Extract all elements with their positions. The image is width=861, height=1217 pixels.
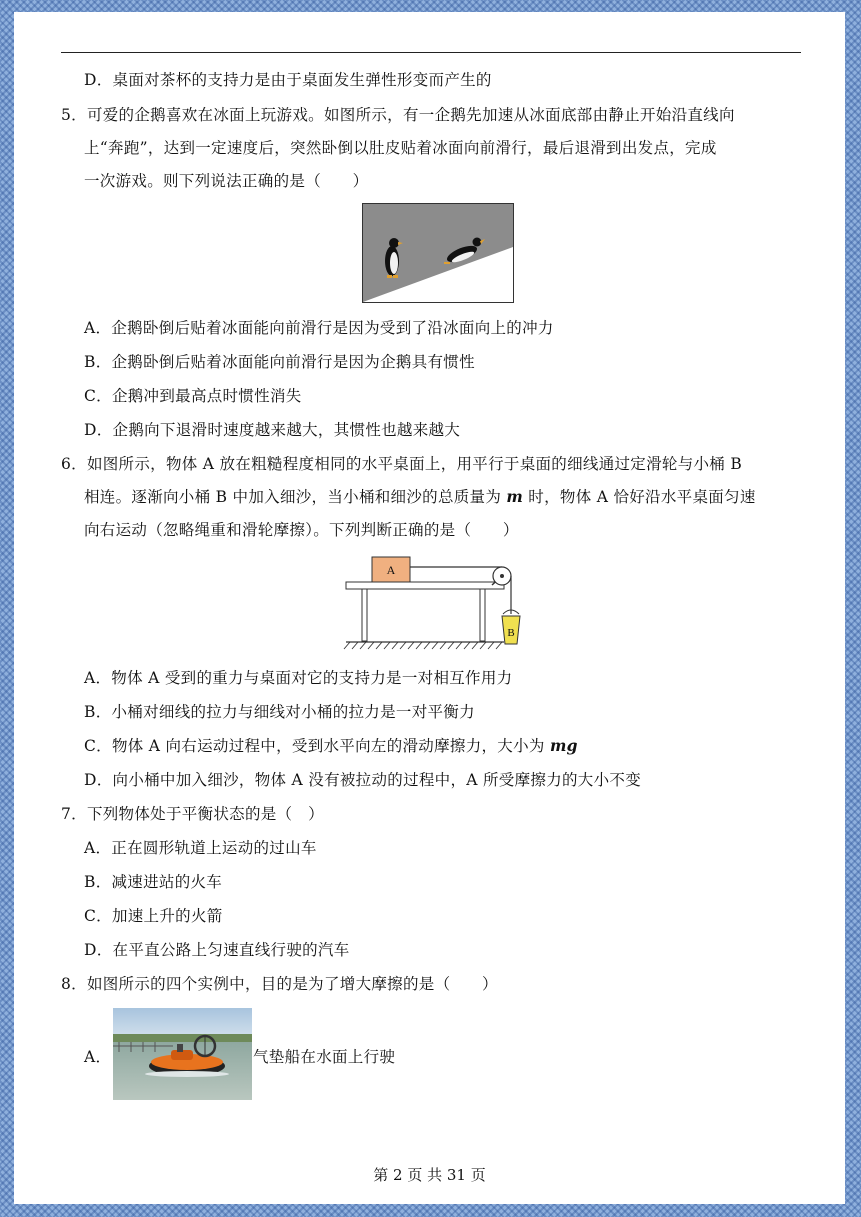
q6-option-a: A．物体 A 受到的重力与桌面对它的支持力是一对相互作用力 (84, 669, 513, 687)
q5-stem-line-3: 一次游戏。则下列说法正确的是（ ） (84, 172, 369, 190)
q6-option-c: C．物体 A 向右运动过程中，受到水平向左的滑动摩擦力，大小为 mg (84, 736, 578, 755)
q6-stem-line-1: 6．如图所示，物体 A 放在粗糙程度相同的水平桌面上，用平行于桌面的细线通过定滑轮与小桶 B (61, 455, 743, 473)
bucket-b-label: B (507, 627, 515, 639)
q4-option-d: D．桌面对茶杯的支持力是由于桌面发生弹性形变而产生的 (84, 71, 492, 89)
q5-option-a: A．企鹅卧倒后贴着冰面能向前滑行是因为受到了沿冰面向上的冲力 (84, 319, 554, 337)
q7-option-b: B．减速进站的火车 (84, 873, 223, 891)
q7-stem: 7．下列物体处于平衡状态的是（ ） (61, 805, 324, 823)
q6-option-b: B．小桶对细线的拉力与细线对小桶的拉力是一对平衡力 (84, 703, 475, 721)
page-footer: 第 2 页 共 31 页 (373, 1166, 486, 1184)
document-page (14, 12, 845, 1204)
q7-option-c: C．加速上升的火箭 (84, 907, 223, 925)
q8-stem: 8．如图所示的四个实例中，目的是为了增大摩擦的是（ ） (61, 975, 498, 993)
table-top (346, 582, 504, 589)
q7-option-a: A．正在圆形轨道上运动的过山车 (84, 839, 317, 857)
block-a-label: A (386, 563, 396, 577)
hovercraft-photo (113, 1008, 252, 1100)
q5-option-d: D．企鹅向下退滑时速度越来越大，其惯性也越来越大 (84, 421, 461, 439)
q6-option-d: D．向小桶中加入细沙，物体 A 没有被拉动的过程中，A 所受摩擦力的大小不变 (84, 771, 641, 789)
table-pulley-figure (332, 552, 542, 652)
q6-stem-line-3: 向右运动（忽略绳重和滑轮摩擦）。下列判断正确的是（ ） (84, 521, 519, 539)
q7-option-d: D．在平直公路上匀速直线行驶的汽车 (84, 941, 350, 959)
q8-option-a-text: 气垫船在水面上行驶 (253, 1048, 396, 1066)
q6-stem-line-2: 相连。逐渐向小桶 B 中加入细沙，当小桶和细沙的总质量为 m 时，物体 A 恰好沿水平桌面匀速 (84, 487, 756, 506)
q5-stem-line-2: 上“奔跑”，达到一定速度后，突然卧倒以肚皮贴着冰面向前滑行，最后退滑到出发点，完成 (84, 139, 717, 157)
q5-option-c: C．企鹅冲到最高点时惯性消失 (84, 387, 302, 405)
q5-stem-line-1: 5．可爱的企鹅喜欢在冰面上玩游戏。如图所示，有一企鹅先加速从冰面底部由静止开始沿直线向 (61, 106, 735, 124)
q8-option-a-letter: A． (84, 1048, 112, 1066)
penguin-slope-figure (362, 203, 514, 303)
q5-option-b: B．企鹅卧倒后贴着冰面能向前滑行是因为企鹅具有惯性 (84, 353, 475, 371)
header-rule (61, 52, 801, 53)
